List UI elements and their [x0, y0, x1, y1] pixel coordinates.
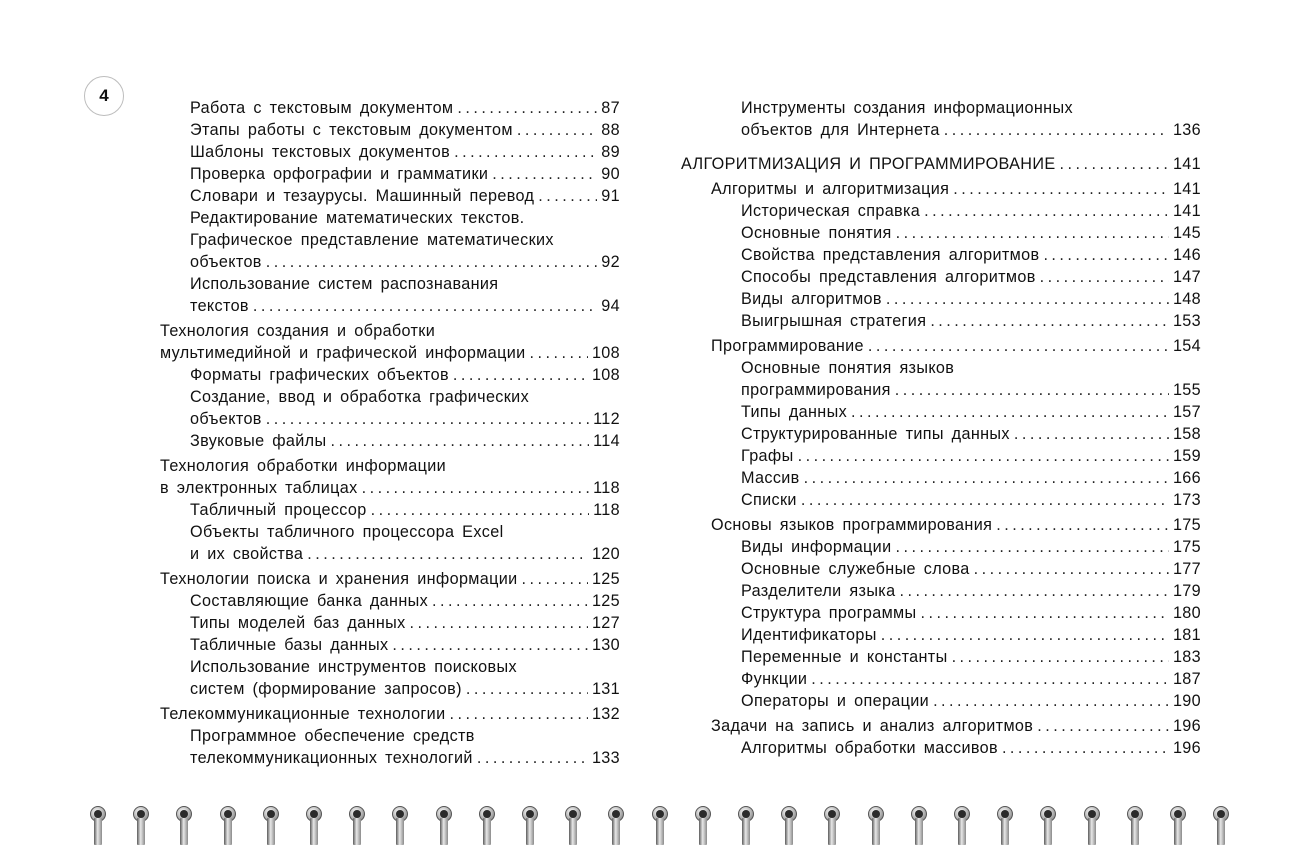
- toc-entry-line: [190, 141, 620, 163]
- toc-entry-page: 158: [1172, 425, 1201, 443]
- dot-leader: [517, 119, 597, 141]
- dot-leader: [895, 379, 1169, 401]
- binding-ring: [220, 800, 236, 845]
- toc-entry-page: 175: [1172, 538, 1201, 556]
- toc-entry-page: 90: [601, 165, 620, 183]
- dot-leader: [449, 703, 587, 725]
- toc-entry-page: 125: [591, 570, 620, 588]
- toc-entry: [681, 489, 1201, 511]
- toc-entry-page: 147: [1172, 268, 1201, 286]
- toc-entry-title: и их свойства: [190, 545, 304, 563]
- toc-entry-line: [190, 499, 620, 521]
- toc-entry-title: Разделители языка: [741, 582, 896, 600]
- toc-entry-line: [190, 612, 620, 634]
- dot-leader: [1043, 244, 1169, 266]
- toc-entry-title: Редактирование математических текстов.: [190, 209, 525, 227]
- toc-entry-line: [190, 430, 620, 452]
- dot-leader: [881, 624, 1169, 646]
- dot-leader: [899, 580, 1168, 602]
- toc-entry-page: 181: [1172, 626, 1201, 644]
- dot-leader: [933, 690, 1169, 712]
- toc-entry-page: 146: [1172, 246, 1201, 264]
- binding-ring: [306, 800, 322, 845]
- dot-leader: [1002, 737, 1169, 759]
- toc-entry-page: 88: [601, 121, 620, 139]
- binding-ring: [608, 800, 624, 845]
- toc-entry-title: АЛГОРИТМИЗАЦИЯ И ПРОГРАММИРОВАНИЕ: [681, 155, 1056, 173]
- toc-entry-title: Выигрышная стратегия: [741, 312, 927, 330]
- toc-entry: [130, 499, 620, 521]
- toc-entry-title: Словари и тезаурусы. Машинный перевод: [190, 187, 535, 205]
- toc-entry-title: мультимедийной и графической информации: [160, 344, 526, 362]
- toc-entry: [681, 445, 1201, 467]
- toc-entry-title: Способы представления алгоритмов: [741, 268, 1036, 286]
- toc-entry: [681, 335, 1201, 357]
- toc-entry-line: [741, 690, 1201, 712]
- dot-leader: [1014, 423, 1169, 445]
- toc-entry: [130, 273, 620, 317]
- dot-leader: [895, 536, 1168, 558]
- toc-entry-line: [160, 568, 620, 590]
- toc-entry-line: [741, 737, 1201, 759]
- toc-entry: [130, 207, 620, 273]
- toc-entry-line: [741, 310, 1201, 332]
- toc-entry-page: 91: [601, 187, 620, 205]
- toc-entry-line: [741, 244, 1201, 266]
- toc-entry-title: Массив: [741, 469, 800, 487]
- toc-entry-line: [741, 580, 1201, 602]
- toc-entry-line: [190, 747, 620, 769]
- toc-entry-title: Объекты табличного процессора Excel: [190, 523, 504, 541]
- dot-leader: [266, 408, 589, 430]
- toc-entry-page: 133: [591, 749, 620, 767]
- toc-entry-page: 112: [593, 410, 620, 428]
- dot-leader: [896, 222, 1169, 244]
- toc-entry-title: Табличные базы данных: [190, 636, 389, 654]
- dot-leader: [492, 163, 597, 185]
- dot-leader: [522, 568, 588, 590]
- toc-entry-title: Идентификаторы: [741, 626, 877, 644]
- binding-ring: [738, 800, 754, 845]
- toc-entry: [130, 703, 620, 725]
- toc-entry-page: 89: [601, 143, 620, 161]
- toc-entry-page: 125: [591, 592, 620, 610]
- toc-entry: [681, 536, 1201, 558]
- dot-leader: [538, 185, 597, 207]
- dot-leader: [944, 119, 1169, 141]
- toc-entry-title: Алгоритмы обработки массивов: [741, 739, 998, 757]
- dot-leader: [996, 514, 1169, 536]
- toc-entry: [130, 634, 620, 656]
- toc-entry: [681, 310, 1201, 332]
- binding-ring: [1170, 800, 1186, 845]
- toc-entry-title: Графы: [741, 447, 794, 465]
- toc-entry-line: [190, 656, 620, 678]
- toc-entry: [681, 646, 1201, 668]
- toc-entry-page: 190: [1172, 692, 1201, 710]
- dot-leader: [307, 543, 588, 565]
- toc-entry: [130, 656, 620, 700]
- toc-entry-title: Переменные и константы: [741, 648, 948, 666]
- dot-leader: [868, 335, 1169, 357]
- binding-ring: [1213, 800, 1229, 845]
- toc-entry-title: Основные служебные слова: [741, 560, 970, 578]
- toc-entry-title: Телекоммуникационные технологии: [160, 705, 446, 723]
- toc-entry-title: текстов: [190, 297, 249, 315]
- toc-entry-page: 120: [591, 545, 620, 563]
- toc-entry: [681, 244, 1201, 266]
- toc-entry: [681, 467, 1201, 489]
- toc-entry-page: 118: [593, 479, 620, 497]
- toc-entry-line: [711, 178, 1201, 200]
- dot-leader: [851, 401, 1169, 423]
- dot-leader: [530, 342, 588, 364]
- toc-entry-page: 92: [601, 253, 620, 271]
- toc-entry: [681, 423, 1201, 445]
- toc-entry: [681, 715, 1201, 737]
- toc-entry-title: Табличный процессор: [190, 501, 367, 519]
- toc-entry-line: [741, 646, 1201, 668]
- toc-entry: [681, 153, 1201, 175]
- dot-leader: [362, 477, 590, 499]
- binding-ring: [133, 800, 149, 845]
- dot-leader: [457, 97, 597, 119]
- binding-ring: [824, 800, 840, 845]
- toc-entry-line: [190, 207, 620, 229]
- toc-entry-line: [190, 364, 620, 386]
- dot-leader: [952, 646, 1169, 668]
- binding-ring: [1040, 800, 1056, 845]
- toc-entry-page: 154: [1172, 337, 1201, 355]
- toc-entry-page: 180: [1172, 604, 1201, 622]
- page-number: 4: [99, 86, 109, 105]
- toc-entry-page: 157: [1172, 403, 1201, 421]
- toc-entry-title: Виды алгоритмов: [741, 290, 882, 308]
- toc-entry-line: [741, 489, 1201, 511]
- binding-ring: [349, 800, 365, 845]
- toc-entry: [681, 97, 1201, 141]
- toc-entry-line: [190, 634, 620, 656]
- toc-entry-title: Использование систем распознавания: [190, 275, 499, 293]
- toc-right-column: [681, 97, 1201, 759]
- toc-entry: [681, 266, 1201, 288]
- binding-ring: [479, 800, 495, 845]
- toc-entry: [130, 455, 620, 499]
- toc-entry-page: 131: [591, 680, 620, 698]
- toc-entry-line: [741, 668, 1201, 690]
- toc-entry: [130, 364, 620, 386]
- toc-entry-page: 87: [601, 99, 620, 117]
- binding-ring: [522, 800, 538, 845]
- toc-entry: [681, 668, 1201, 690]
- binding-ring: [436, 800, 452, 845]
- dot-leader: [432, 590, 588, 612]
- toc-entry-title: Задачи на запись и анализ алгоритмов: [711, 717, 1034, 735]
- toc-entry-title: Основные понятия языков: [741, 359, 955, 377]
- binding-ring: [176, 800, 192, 845]
- toc-entry-title: Звуковые файлы: [190, 432, 327, 450]
- toc-entry-title: Создание, ввод и обработка графических: [190, 388, 530, 406]
- toc-entry-page: 141: [1172, 202, 1201, 220]
- toc-entry-line: [741, 379, 1201, 401]
- toc-entry-line: [741, 288, 1201, 310]
- toc-entry-line: [741, 624, 1201, 646]
- toc-left-column: [130, 97, 620, 769]
- toc-entry-line: [741, 445, 1201, 467]
- toc-entry-page: 94: [601, 297, 620, 315]
- toc-entry-title: в электронных таблицах: [160, 479, 358, 497]
- toc-entry-line: [190, 386, 620, 408]
- dot-leader: [811, 668, 1169, 690]
- toc-entry-line: [190, 229, 620, 251]
- toc-entry-line: [190, 678, 620, 700]
- dot-leader: [392, 634, 588, 656]
- toc-entry-title: Технология обработки информации: [160, 457, 447, 475]
- toc-entry-line: [160, 455, 620, 477]
- toc-entry-line: [190, 408, 620, 430]
- binding-ring: [90, 800, 106, 845]
- toc-entry-page: 155: [1172, 381, 1201, 399]
- dot-leader: [1040, 266, 1169, 288]
- binding-ring: [695, 800, 711, 845]
- toc-entry: [130, 320, 620, 364]
- toc-entry: [130, 612, 620, 634]
- dot-leader: [886, 288, 1169, 310]
- toc-entry-line: [741, 200, 1201, 222]
- toc-entry-line: [190, 273, 620, 295]
- toc-entry: [681, 288, 1201, 310]
- toc-entry: [130, 430, 620, 452]
- toc-entry-title: Инструменты создания информационных: [741, 99, 1073, 117]
- dot-leader: [798, 445, 1169, 467]
- toc-entry-line: [741, 536, 1201, 558]
- toc-entry-page: 148: [1172, 290, 1201, 308]
- toc-entry-page: 177: [1172, 560, 1201, 578]
- toc-entry-line: [190, 590, 620, 612]
- toc-entry: [681, 690, 1201, 712]
- toc-entry-line: [160, 342, 620, 364]
- toc-entry-title: Списки: [741, 491, 797, 509]
- toc-entry-title: объектов: [190, 410, 262, 428]
- toc-entry: [681, 624, 1201, 646]
- toc-entry-page: 141: [1172, 155, 1201, 173]
- toc-entry: [681, 514, 1201, 536]
- binding-ring: [263, 800, 279, 845]
- toc-entry-line: [190, 521, 620, 543]
- toc-entry: [130, 163, 620, 185]
- toc-entry-line: [741, 602, 1201, 624]
- toc-entry-title: объектов для Интернета: [741, 121, 940, 139]
- binding-ring: [565, 800, 581, 845]
- toc-entry-title: Операторы и операции: [741, 692, 930, 710]
- toc-entry-title: Алгоритмы и алгоритмизация: [711, 180, 950, 198]
- toc-entry: [681, 558, 1201, 580]
- toc-entry: [681, 737, 1201, 759]
- toc-entry-line: [741, 266, 1201, 288]
- dot-leader: [454, 141, 597, 163]
- toc-entry-line: [681, 153, 1201, 175]
- dot-leader: [330, 430, 589, 452]
- toc-entry-title: систем (формирование запросов): [190, 680, 462, 698]
- toc-entry-line: [741, 467, 1201, 489]
- toc-entry-title: Шаблоны текстовых документов: [190, 143, 451, 161]
- toc-entry: [681, 602, 1201, 624]
- binding-ring: [954, 800, 970, 845]
- toc-entry: [681, 357, 1201, 401]
- dot-leader: [1037, 715, 1169, 737]
- toc-entry-title: Основные понятия: [741, 224, 892, 242]
- toc-entry-title: Этапы работы с текстовым документом: [190, 121, 513, 139]
- toc-entry: [130, 386, 620, 430]
- toc-entry-title: Типы данных: [741, 403, 848, 421]
- toc-entry-title: Работа с текстовым документом: [190, 99, 454, 117]
- toc-entry: [130, 97, 620, 119]
- toc-entry-title: Проверка орфографии и грамматики: [190, 165, 489, 183]
- binding-ring: [1084, 800, 1100, 845]
- toc-entry-line: [741, 357, 1201, 379]
- toc-entry-page: 153: [1172, 312, 1201, 330]
- toc-entry-page: 159: [1172, 447, 1201, 465]
- dot-leader: [801, 489, 1169, 511]
- binding-ring: [652, 800, 668, 845]
- toc-entry-page: 145: [1172, 224, 1201, 242]
- dot-leader: [371, 499, 590, 521]
- toc-entry: [681, 401, 1201, 423]
- toc-entry-page: 196: [1172, 717, 1201, 735]
- toc-entry-page: 136: [1172, 121, 1201, 139]
- toc-entry-line: [160, 703, 620, 725]
- binding-ring: [392, 800, 408, 845]
- toc-entry-page: 114: [593, 432, 620, 450]
- toc-entry-page: 108: [591, 366, 620, 384]
- toc-entry-page: 127: [591, 614, 620, 632]
- page-number-badge: [84, 76, 124, 116]
- toc-entry: [130, 590, 620, 612]
- toc-entry-line: [741, 423, 1201, 445]
- toc-entry-page: 130: [591, 636, 620, 654]
- toc-entry-title: Технология создания и обработки: [160, 322, 436, 340]
- toc-entry-page: 108: [591, 344, 620, 362]
- toc-entry-line: [160, 477, 620, 499]
- dot-leader: [266, 251, 598, 273]
- dot-leader: [253, 295, 597, 317]
- toc-entry-page: 166: [1172, 469, 1201, 487]
- dot-leader: [921, 602, 1169, 624]
- toc-entry: [130, 725, 620, 769]
- toc-entry-title: Историческая справка: [741, 202, 921, 220]
- dot-leader: [974, 558, 1169, 580]
- toc-entry: [681, 200, 1201, 222]
- toc-entry-page: 175: [1172, 516, 1201, 534]
- toc-entry-title: Технологии поиска и хранения информации: [160, 570, 518, 588]
- toc-entry-line: [741, 222, 1201, 244]
- toc-entry-line: [160, 320, 620, 342]
- toc-entry: [681, 580, 1201, 602]
- toc-entry-line: [190, 543, 620, 565]
- toc-entry-title: Функции: [741, 670, 808, 688]
- dot-leader: [477, 747, 588, 769]
- toc-entry-title: Свойства представления алгоритмов: [741, 246, 1040, 264]
- dot-leader: [466, 678, 588, 700]
- toc-entry-title: Структура программы: [741, 604, 917, 622]
- toc-entry-page: 179: [1172, 582, 1201, 600]
- toc-entry-line: [190, 119, 620, 141]
- toc-entry-title: Программирование: [711, 337, 864, 355]
- toc-entry-title: телекоммуникационных технологий: [190, 749, 473, 767]
- toc-entry-title: Основы языков программирования: [711, 516, 993, 534]
- binding-ring: [997, 800, 1013, 845]
- toc-entry-line: [711, 335, 1201, 357]
- binding-ring: [911, 800, 927, 845]
- toc-entry: [130, 521, 620, 565]
- dot-leader: [1059, 153, 1168, 175]
- toc-entry: [130, 119, 620, 141]
- toc-entry-title: Структурированные типы данных: [741, 425, 1010, 443]
- dot-leader: [453, 364, 588, 386]
- toc-entry-title: программирования: [741, 381, 891, 399]
- toc-entry-page: 118: [593, 501, 620, 519]
- binding-ring: [868, 800, 884, 845]
- toc-entry-title: объектов: [190, 253, 262, 271]
- toc-entry-line: [190, 295, 620, 317]
- toc-entry: [130, 568, 620, 590]
- toc-entry-line: [741, 119, 1201, 141]
- toc-entry-page: 187: [1172, 670, 1201, 688]
- dot-leader: [924, 200, 1169, 222]
- toc-entry: [130, 185, 620, 207]
- toc-entry-page: 132: [591, 705, 620, 723]
- toc-entry-line: [711, 514, 1201, 536]
- binding-ring: [1127, 800, 1143, 845]
- toc-entry: [681, 178, 1201, 200]
- dot-leader: [953, 178, 1169, 200]
- spiral-binding: [0, 800, 1312, 845]
- toc-entry-line: [741, 97, 1201, 119]
- toc-entry-title: Графическое представление математических: [190, 231, 554, 249]
- binding-ring: [781, 800, 797, 845]
- toc-entry-line: [711, 715, 1201, 737]
- toc-entry-line: [190, 251, 620, 273]
- toc-entry-line: [190, 97, 620, 119]
- toc-entry-line: [190, 185, 620, 207]
- toc-entry-title: Типы моделей баз данных: [190, 614, 406, 632]
- toc-entry-page: 141: [1172, 180, 1201, 198]
- dot-leader: [930, 310, 1169, 332]
- toc-entry-title: Программное обеспечение средств: [190, 727, 475, 745]
- toc-entry-line: [190, 725, 620, 747]
- toc-entry-page: 173: [1172, 491, 1201, 509]
- toc-entry-line: [190, 163, 620, 185]
- toc-entry-page: 196: [1172, 739, 1201, 757]
- toc-entry-line: [741, 558, 1201, 580]
- toc-entry-title: Использование инструментов поисковых: [190, 658, 517, 676]
- toc-entry: [130, 141, 620, 163]
- dot-leader: [410, 612, 588, 634]
- toc-entry-title: Виды информации: [741, 538, 892, 556]
- toc-entry-page: 183: [1172, 648, 1201, 666]
- toc-entry: [681, 222, 1201, 244]
- toc-entry-title: Форматы графических объектов: [190, 366, 449, 384]
- dot-leader: [804, 467, 1169, 489]
- toc-entry-line: [741, 401, 1201, 423]
- toc-entry-title: Составляющие банка данных: [190, 592, 429, 610]
